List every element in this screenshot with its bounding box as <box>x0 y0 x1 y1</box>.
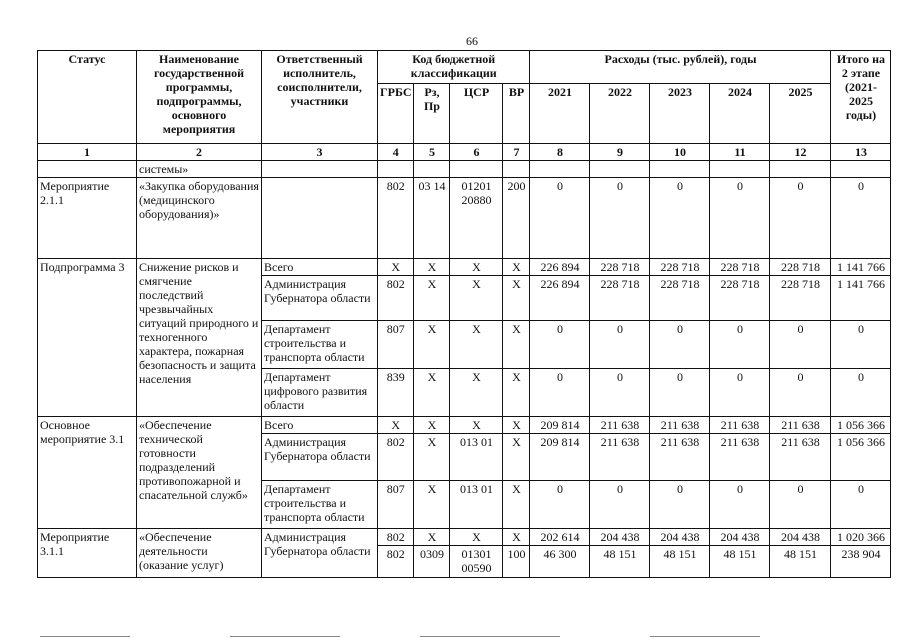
row-executor: Администрация Губернатора области <box>262 434 378 481</box>
cell-rz: Х <box>414 529 450 546</box>
cell-csr: Х <box>450 276 503 321</box>
row-executor <box>262 178 378 259</box>
cell-csr: Х <box>450 321 503 369</box>
cell-value: 0 <box>770 321 831 369</box>
cell-total: 238 904 <box>831 546 891 578</box>
header-year: 2022 <box>590 84 650 144</box>
cell-value: 0 <box>650 481 710 529</box>
scan-artifact <box>230 636 340 637</box>
row-executor: Департамент цифрового развития области <box>262 369 378 417</box>
cell-grbs: Х <box>378 259 414 276</box>
cell-total: 1 141 766 <box>831 276 891 321</box>
cell-value: 204 438 <box>650 529 710 546</box>
cell-total: 0 <box>831 178 891 259</box>
column-number: 8 <box>530 144 590 161</box>
cell-vr: Х <box>503 276 530 321</box>
column-number: 13 <box>831 144 891 161</box>
column-number: 6 <box>450 144 503 161</box>
cell-rz: Х <box>414 434 450 481</box>
cell-value: 46 300 <box>530 546 590 578</box>
header-status: Статус <box>38 51 137 144</box>
column-number: 2 <box>137 144 262 161</box>
cell-total: 0 <box>831 481 891 529</box>
column-number-row <box>38 144 891 161</box>
row-status: Подпрограмма 3 <box>38 259 137 417</box>
cell-value: 0 <box>710 369 770 417</box>
cell-csr: Х <box>450 259 503 276</box>
cell-value: 0 <box>710 481 770 529</box>
row-status: Мероприятие 2.1.1 <box>38 178 137 259</box>
cell-grbs: 807 <box>378 321 414 369</box>
column-number: 5 <box>414 144 450 161</box>
cell-vr: 100 <box>503 546 530 578</box>
cell-value: 211 638 <box>710 417 770 434</box>
cell-rz: 0309 <box>414 546 450 578</box>
cell-total: 1 056 366 <box>831 417 891 434</box>
header-year: 2023 <box>650 84 710 144</box>
row-executor: Администрация Губернатора области <box>262 529 378 578</box>
cell-value: 211 638 <box>770 434 831 481</box>
cell-rz: Х <box>414 276 450 321</box>
column-number: 7 <box>503 144 530 161</box>
row-name: Снижение рисков и смягчение последствий чрезвычайных ситуаций природного и техногенного характера, пожарная безопасность и защита населения <box>137 259 262 417</box>
cell-csr: 013 01 <box>450 481 503 529</box>
cell-rz: Х <box>414 259 450 276</box>
cell-grbs: 807 <box>378 481 414 529</box>
table-row <box>38 259 891 276</box>
cell-grbs: 802 <box>378 546 414 578</box>
header-year: 2021 <box>530 84 590 144</box>
scan-artifact <box>40 636 130 637</box>
header-vr: ВР <box>503 84 530 144</box>
row-executor: Всего <box>262 259 378 276</box>
cell-grbs: Х <box>378 417 414 434</box>
table-row <box>38 178 891 259</box>
header-total: Итого на 2 этапе (2021-2025 годы) <box>831 51 891 144</box>
cell-csr: 01201 20880 <box>450 178 503 259</box>
cell-value: 209 814 <box>530 417 590 434</box>
cell-value: 0 <box>770 178 831 259</box>
cell-value: 228 718 <box>710 259 770 276</box>
cell-vr: Х <box>503 369 530 417</box>
row-name: «Обеспечение деятельности (оказание услуг) <box>137 529 262 578</box>
cell-value: 0 <box>530 369 590 417</box>
cell-value: 48 151 <box>650 546 710 578</box>
scan-artifact <box>420 636 560 637</box>
cell-value: 202 614 <box>530 529 590 546</box>
cell-vr: Х <box>503 321 530 369</box>
cell-total: 1 056 366 <box>831 434 891 481</box>
cell-csr: Х <box>450 369 503 417</box>
cell-value: 211 638 <box>770 417 831 434</box>
column-number: 4 <box>378 144 414 161</box>
cell-value: 48 151 <box>590 546 650 578</box>
cell-value: 48 151 <box>710 546 770 578</box>
cell-value: 228 718 <box>650 276 710 321</box>
column-number: 3 <box>262 144 378 161</box>
row-executor: Администрация Губернатора области <box>262 276 378 321</box>
column-number: 11 <box>710 144 770 161</box>
row-name: «Обеспечение технической готовности подразделений противопожарной и спасательной служб» <box>137 417 262 529</box>
cell-grbs: 802 <box>378 276 414 321</box>
cell-value: 0 <box>710 321 770 369</box>
cell-value: 228 718 <box>710 276 770 321</box>
header-name: Наименование государственной программы, подпрограммы, основного мероприятия <box>137 51 262 144</box>
cell-csr: 013 01 <box>450 434 503 481</box>
cell-value: 0 <box>650 321 710 369</box>
continuation-text: системы» <box>137 161 262 178</box>
cell-value: 0 <box>590 481 650 529</box>
table-row <box>38 529 891 546</box>
continuation-row <box>38 161 891 178</box>
cell-value: 211 638 <box>650 434 710 481</box>
cell-vr: 200 <box>503 178 530 259</box>
column-number: 12 <box>770 144 831 161</box>
cell-value: 0 <box>530 178 590 259</box>
cell-rz: Х <box>414 417 450 434</box>
cell-value: 0 <box>770 481 831 529</box>
column-number: 10 <box>650 144 710 161</box>
cell-value: 228 718 <box>590 276 650 321</box>
table-row <box>38 417 891 434</box>
cell-vr: Х <box>503 434 530 481</box>
cell-grbs: 839 <box>378 369 414 417</box>
cell-rz: 03 14 <box>414 178 450 259</box>
header-grbs: ГРБС <box>378 84 414 144</box>
cell-rz: Х <box>414 369 450 417</box>
budget-table <box>37 50 891 578</box>
cell-value: 0 <box>530 321 590 369</box>
cell-vr: Х <box>503 259 530 276</box>
cell-rz: Х <box>414 481 450 529</box>
cell-value: 226 894 <box>530 276 590 321</box>
cell-value: 204 438 <box>770 529 831 546</box>
cell-csr: 01301 00590 <box>450 546 503 578</box>
row-status: Основное мероприятие 3.1 <box>38 417 137 529</box>
cell-value: 204 438 <box>710 529 770 546</box>
row-executor: Департамент строительства и транспорта области <box>262 321 378 369</box>
cell-total: 1 020 366 <box>831 529 891 546</box>
row-executor: Всего <box>262 417 378 434</box>
cell-vr: Х <box>503 481 530 529</box>
cell-value: 0 <box>650 369 710 417</box>
cell-value: 0 <box>590 321 650 369</box>
column-number: 1 <box>38 144 137 161</box>
header-executor: Ответственный исполнитель, соисполнители, участники <box>262 51 378 144</box>
cell-value: 228 718 <box>770 259 831 276</box>
cell-rz: Х <box>414 321 450 369</box>
cell-csr: Х <box>450 417 503 434</box>
page-number: 66 <box>466 34 478 48</box>
cell-grbs: 802 <box>378 529 414 546</box>
cell-vr: Х <box>503 417 530 434</box>
cell-grbs: 802 <box>378 178 414 259</box>
cell-value: 48 151 <box>770 546 831 578</box>
cell-value: 0 <box>530 481 590 529</box>
cell-value: 209 814 <box>530 434 590 481</box>
cell-total: 0 <box>831 369 891 417</box>
cell-value: 0 <box>710 178 770 259</box>
cell-value: 211 638 <box>590 434 650 481</box>
scan-artifact <box>650 636 760 637</box>
cell-value: 228 718 <box>590 259 650 276</box>
cell-value: 0 <box>770 369 831 417</box>
cell-total: 1 141 766 <box>831 259 891 276</box>
cell-grbs: 802 <box>378 434 414 481</box>
cell-value: 0 <box>590 178 650 259</box>
row-name: «Закупка оборудования (медицинского оборудования)» <box>137 178 262 259</box>
cell-value: 226 894 <box>530 259 590 276</box>
row-status: Мероприятие 3.1.1 <box>38 529 137 578</box>
cell-value: 211 638 <box>650 417 710 434</box>
column-number: 9 <box>590 144 650 161</box>
cell-value: 0 <box>650 178 710 259</box>
cell-vr: Х <box>503 529 530 546</box>
header-budget-code: Код бюджетной классификации <box>378 51 530 84</box>
header-year: 2025 <box>770 84 831 144</box>
cell-total: 0 <box>831 321 891 369</box>
cell-value: 0 <box>590 369 650 417</box>
header-expenses: Расходы (тыс. рублей), годы <box>530 51 831 84</box>
cell-value: 228 718 <box>650 259 710 276</box>
cell-value: 204 438 <box>590 529 650 546</box>
cell-value: 228 718 <box>770 276 831 321</box>
header-csr: ЦСР <box>450 84 503 144</box>
row-executor: Департамент строительства и транспорта области <box>262 481 378 529</box>
header-rz-pr: Рз, Пр <box>414 84 450 144</box>
cell-value: 211 638 <box>590 417 650 434</box>
cell-value: 211 638 <box>710 434 770 481</box>
cell-csr: Х <box>450 529 503 546</box>
header-year: 2024 <box>710 84 770 144</box>
